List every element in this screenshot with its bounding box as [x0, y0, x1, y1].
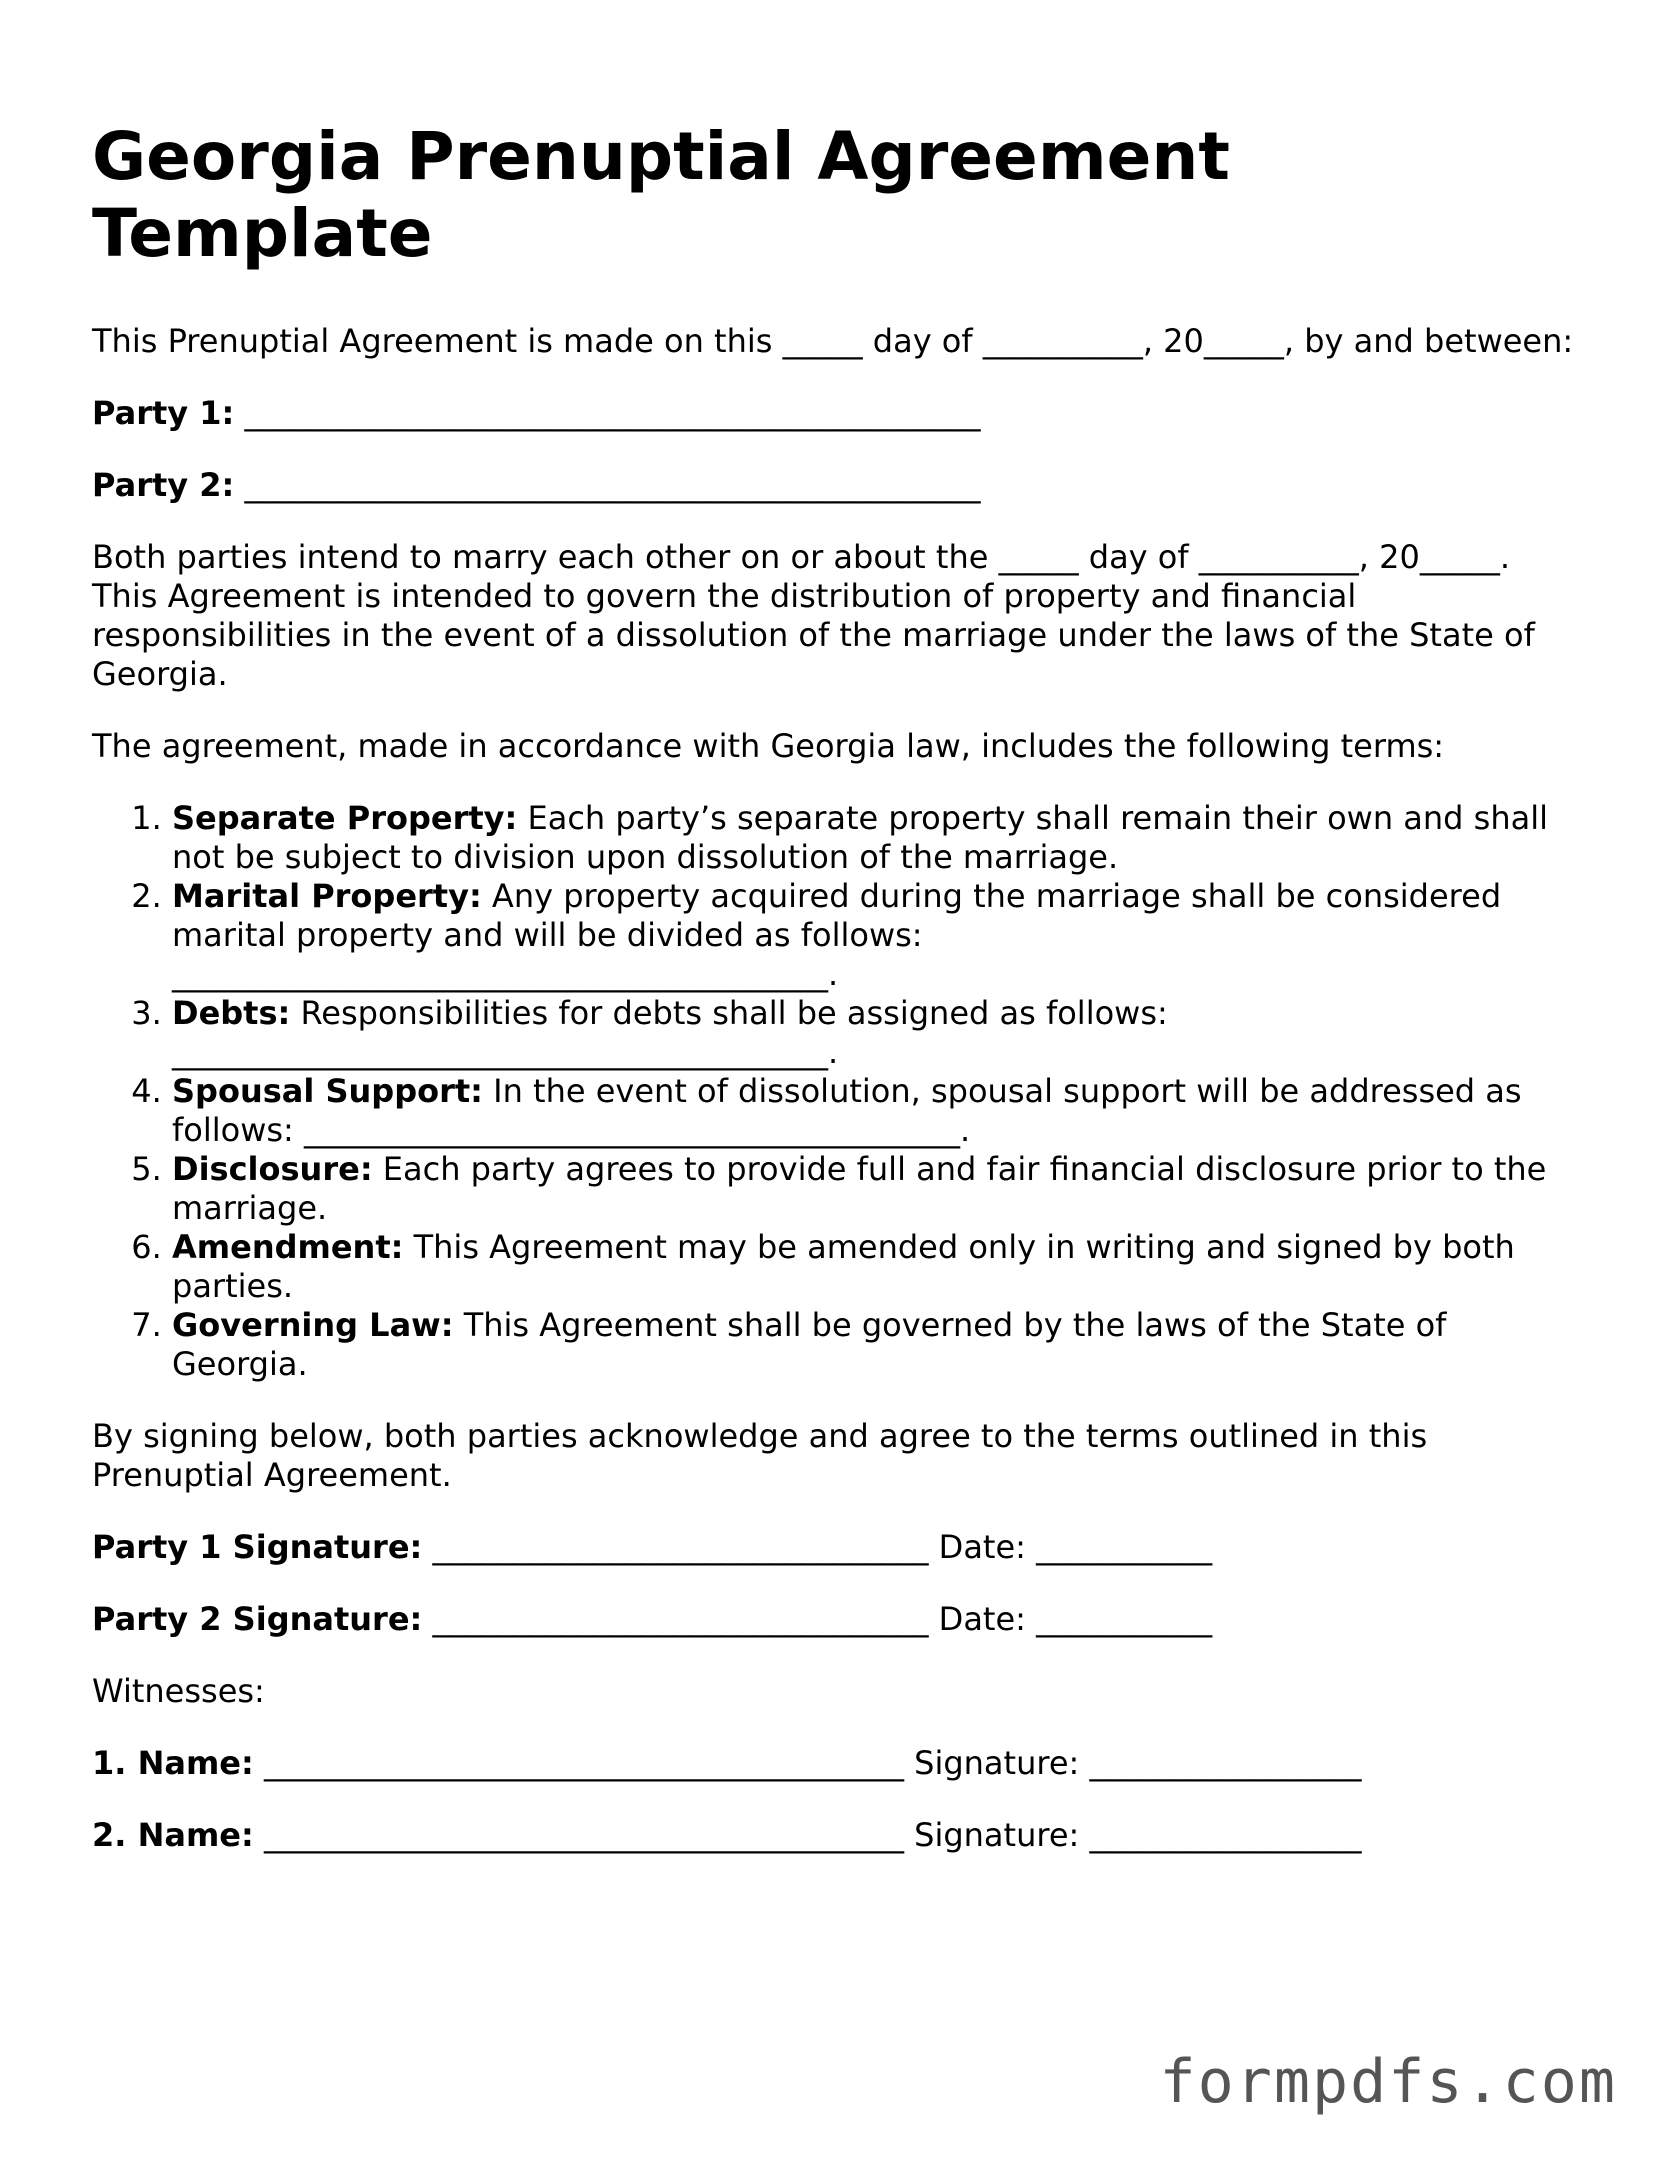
- term-title: Amendment:: [172, 1228, 404, 1266]
- term-text: Responsibilities for debts shall be assigned as follows: _________________________________________.: [172, 994, 1168, 1071]
- term-title: Marital Property:: [172, 877, 482, 915]
- witness-2-field: [92, 1816, 1582, 1855]
- witness-2-signature-label: Signature:: [914, 1816, 1080, 1854]
- party-2-signature-field: [92, 1600, 1582, 1639]
- term-text: Each party agrees to provide full and fair financial disclosure prior to the marriage.: [172, 1150, 1547, 1227]
- term-text: Each party’s separate property shall remain their own and shall not be subject to division upon dissolution of the marriage.: [172, 799, 1548, 876]
- terms-intro: The agreement, made in accordance with Georgia law, includes the following terms:: [92, 727, 1445, 765]
- party-1-label: Party 1:: [92, 394, 235, 432]
- term-text: This Agreement shall be governed by the laws of the State of Georgia.: [172, 1306, 1447, 1383]
- term-text: This Agreement may be amended only in writing and signed by both parties.: [172, 1228, 1515, 1305]
- party-1-signature-line: _______________________________: [432, 1528, 929, 1566]
- party-2-label: Party 2:: [92, 466, 235, 504]
- term-item: [172, 1150, 1582, 1228]
- term-text: Any property acquired during the marriage shall be considered marital property and will be divided as follows: _________________________________________.: [172, 877, 1502, 993]
- document-title: Georgia Prenuptial Agreement Template: [92, 118, 1230, 272]
- acknowledgement-paragraph: By signing below, both parties acknowledge and agree to the terms outlined in this Prenuptial Agreement.: [92, 1417, 1428, 1494]
- party-2-field: [92, 466, 1582, 505]
- term-text: In the event of dissolution, spousal support will be addressed as follows: _________________________________________.: [172, 1072, 1522, 1149]
- intent-paragraph: Both parties intend to marry each other on or about the _____ day of __________, 20_____. This Agreement is intended to govern the distribution of property and financial responsibilities in the event of a dissolution of the marriage under the laws of the State of Georgia.: [92, 538, 1535, 693]
- witness-2-name-line: ________________________________________: [263, 1816, 904, 1854]
- party-1-signature-field: [92, 1528, 1582, 1567]
- terms-list: [92, 799, 1582, 1384]
- term-item: [172, 1072, 1582, 1150]
- witnesses-label: Witnesses:: [92, 1672, 265, 1710]
- term-item: [172, 799, 1582, 877]
- intro-paragraph: This Prenuptial Agreement is made on this _____ day of __________, 20_____, by and between:: [92, 322, 1574, 360]
- term-item: [172, 1306, 1582, 1384]
- party-1-line: ______________________________________________: [244, 394, 981, 432]
- term-item: [172, 877, 1582, 994]
- witness-2-signature-line: _________________: [1089, 1816, 1362, 1854]
- party-1-date-label: Date:: [938, 1528, 1026, 1566]
- party-1-date-line: ___________: [1036, 1528, 1213, 1566]
- witness-1-signature-label: Signature:: [914, 1744, 1080, 1782]
- document-page: [92, 118, 1582, 1888]
- party-2-signature-line: _______________________________: [432, 1600, 929, 1638]
- witness-1-label: 1. Name:: [92, 1744, 254, 1782]
- party-1-signature-label: Party 1 Signature:: [92, 1528, 423, 1566]
- party-2-signature-label: Party 2 Signature:: [92, 1600, 423, 1638]
- witness-2-label: 2. Name:: [92, 1816, 254, 1854]
- term-title: Separate Property:: [172, 799, 518, 837]
- term-title: Spousal Support:: [172, 1072, 483, 1110]
- party-2-line: ______________________________________________: [244, 466, 981, 504]
- term-title: Disclosure:: [172, 1150, 373, 1188]
- party-2-date-line: ___________: [1036, 1600, 1213, 1638]
- term-title: Debts:: [172, 994, 291, 1032]
- watermark: formpdfs.com: [1159, 2047, 1617, 2117]
- term-item: [172, 994, 1582, 1072]
- term-title: Governing Law:: [172, 1306, 454, 1344]
- term-item: [172, 1228, 1582, 1306]
- party-2-date-label: Date:: [938, 1600, 1026, 1638]
- party-1-field: [92, 394, 1582, 433]
- witness-1-field: [92, 1744, 1582, 1783]
- witness-1-signature-line: _________________: [1089, 1744, 1362, 1782]
- witness-1-name-line: ________________________________________: [263, 1744, 904, 1782]
